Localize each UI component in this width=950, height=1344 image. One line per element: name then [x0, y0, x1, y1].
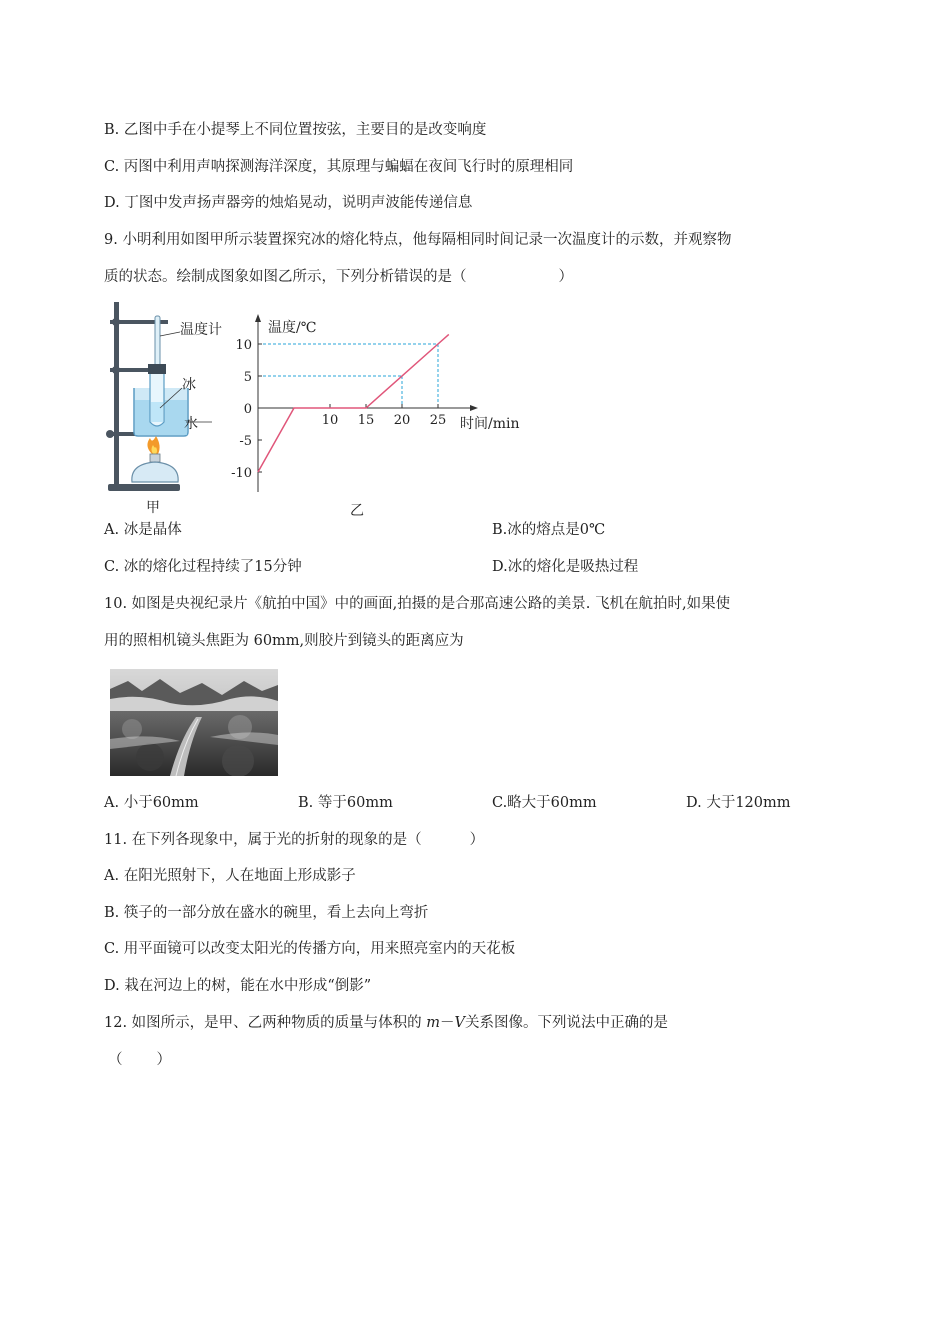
q12-stem-text: 12. 如图所示，是甲、乙两种物质的质量与体积的 [104, 1015, 427, 1031]
figure-a-caption: 甲 [146, 500, 160, 516]
q8-option-c: C. 丙图中利用声呐探测海洋深度，其原理与蝙蝠在夜间飞行时的原理相同 [104, 159, 574, 175]
thermometer-label: 温度计 [180, 322, 222, 338]
var-m: m [426, 1015, 441, 1031]
q9-stem-line2 [104, 267, 573, 287]
q11-bracket-close: ） [469, 832, 485, 848]
bracket-open: （ [108, 1052, 123, 1068]
q12-stem [104, 1013, 668, 1033]
q11-option-b: B. 筷子的一部分放在盛水的碗里，看上去向上弯折 [104, 905, 429, 921]
q11-stem [104, 830, 484, 850]
q8-option-b: B. 乙图中手在小提琴上不同位置按弦，主要目的是改变响度 [104, 122, 487, 138]
q12-answer-bracket [108, 1050, 171, 1070]
aerial-photo [110, 669, 278, 776]
q8-option-d: D. 丁图中发声扬声器旁的烛焰晃动，说明声波能传递信息 [104, 195, 473, 211]
q10-option-b: B. 等于60mm [298, 795, 393, 811]
y-axis-arrow [255, 314, 261, 322]
stand-pole [114, 302, 119, 486]
x-tick-label: 15 [357, 413, 375, 428]
melting-chart [228, 312, 528, 520]
x-tick-label: 10 [321, 413, 339, 428]
y-tick-label: -10 [231, 466, 252, 481]
y-axis-label: 温度/℃ [268, 320, 317, 336]
q11-option-a: A. 在阳光照射下，人在地面上形成影子 [104, 868, 356, 884]
x-axis-label: 时间/min [460, 416, 520, 432]
q11-stem-text: 11. 在下列各现象中，属于光的折射的现象的是（ [104, 832, 422, 848]
q9-stem-line1: 9. 小明利用如图甲所示装置探究冰的熔化特点，他每隔相同时间记录一次温度计的示数，并观察物 [104, 232, 732, 248]
bracket-close: ） [156, 1052, 171, 1068]
q11-option-d: D. 栽在河边上的树，能在水中形成“倒影” [104, 978, 372, 994]
q10-stem-line2: 用的照相机镜头焦距为 60mm,则胶片到镜头的距离应为 [104, 633, 464, 649]
y-tick-label: 10 [235, 338, 252, 353]
var-v: V [454, 1015, 466, 1031]
q9-stem-text: 质的状态。绘制成图象如图乙所示，下列分析错误的是（ [104, 269, 467, 285]
q11-option-c: C. 用平面镜可以改变太阳光的传播方向，用来照亮室内的天花板 [104, 941, 516, 957]
x-tick-label: 25 [429, 413, 447, 428]
x-axis-arrow [470, 405, 478, 411]
q9-option-d: D.冰的熔化是吸热过程 [492, 559, 639, 575]
q9-option-a: A. 冰是晶体 [104, 522, 182, 538]
y-tick-label: 5 [243, 370, 252, 385]
q9-option-c: C. 冰的熔化过程持续了15分钟 [104, 559, 302, 575]
apparatus-figure [100, 296, 240, 518]
q12-dash: － [440, 1015, 455, 1031]
temperature-line [258, 334, 449, 472]
x-tick-label: 20 [393, 413, 411, 428]
q12-stem-end: 关系图像。下列说法中正确的是 [465, 1015, 669, 1031]
q10-option-c: C.略大于60mm [492, 795, 597, 811]
ice-label: 冰 [182, 377, 196, 393]
q10-option-a: A. 小于60mm [104, 795, 199, 811]
q9-bracket-close: ） [558, 269, 573, 285]
q10-stem-line1: 10. 如图是央视纪录片《航拍中国》中的画面,拍摄的是合那高速公路的美景. 飞机在航拍时,如果使 [104, 596, 731, 612]
q9-option-b: B.冰的熔点是0℃ [492, 522, 606, 538]
y-tick-label: 0 [243, 402, 252, 417]
y-tick-label: -5 [239, 434, 252, 449]
water-label: 水 [184, 416, 198, 432]
alcohol-lamp [132, 462, 178, 482]
chart-caption: 乙 [350, 503, 364, 519]
q10-option-d: D. 大于120mm [686, 795, 791, 811]
